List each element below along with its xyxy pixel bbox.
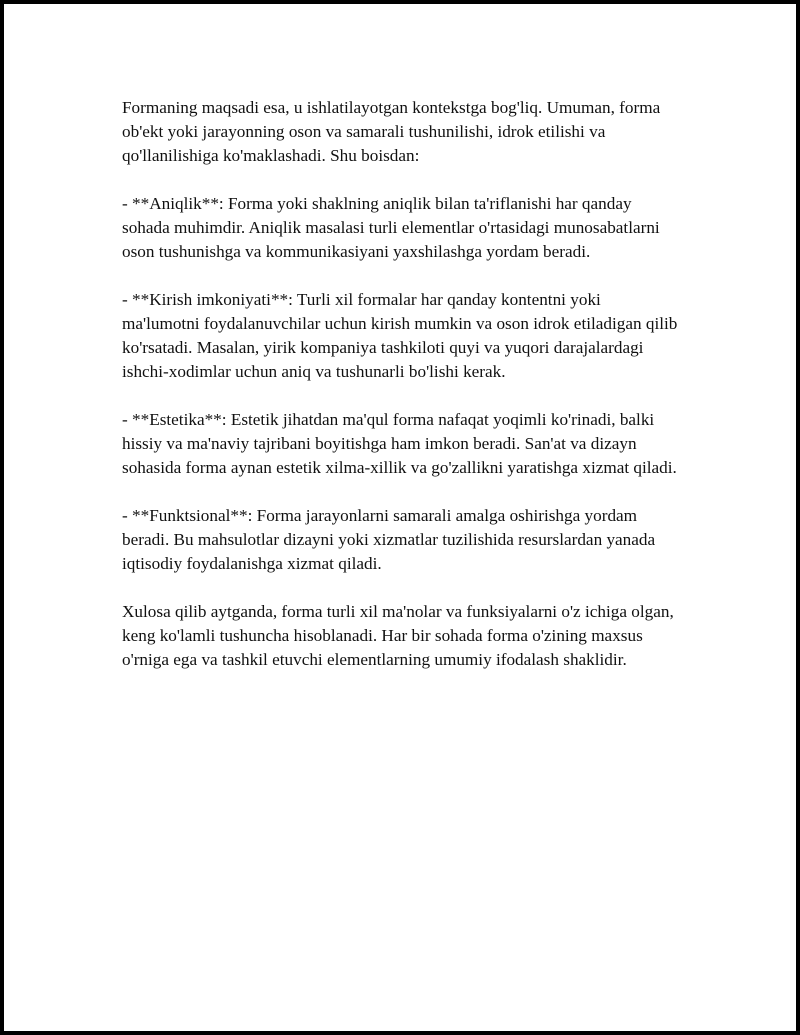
paragraph-conclusion: Xulosa qilib aytganda, forma turli xil ma'nolar va funksiyalarni o'z ichiga olgan, keng ko'lamli tushuncha hisoblanadi. Har bir sohada forma o'zining maxsus o'rniga ega va tashkil etuvchi elementlarning umumiy ifodalash shaklidir. <box>122 602 674 669</box>
paragraph-intro: Formaning maqsadi esa, u ishlatilayotgan kontekstga bog'liq. Umuman, forma ob'ekt yoki jarayonning oson va samarali tushunilishi, idrok etilishi va qo'llanilishiga ko'maklashadi. Shu boisdan: <box>122 98 661 165</box>
paragraph-funktsional: - **Funktsional**: Forma jarayonlarni samarali amalga oshirishga yordam beradi. Bu mahsulotlar dizayni yoki xizmatlar tuzilishida resurslardan yanada iqtisodiy foydalanishga xizmat qiladi. <box>122 506 656 573</box>
paragraph-aniqlik: - **Aniqlik**: Forma yoki shaklning aniqlik bilan ta'riflanishi har qanday sohada muhimdir. Aniqlik masalasi turli elementlar o'rtasidagi munosabatlarni oson tushunishga va kommunikasiyani yaxshilashga yordam beradi. <box>122 194 660 261</box>
paragraph-estetika: - **Estetika**: Estetik jihatdan ma'qul forma nafaqat yoqimli ko'rinadi, balki hissiy va ma'naviy tajribani boyitishga ham imkon beradi. San'at va dizayn sohasida forma aynan estetik xilma-xillik va go'zallikni yaratishga xizmat qiladi. <box>122 410 677 477</box>
document-body <box>122 96 682 696</box>
paragraph-kirish-imkoniyati: - **Kirish imkoniyati**: Turli xil formalar har qanday kontentni yoki ma'lumotni foydalanuvchilar uchun kirish mumkin va oson idrok etiladigan qilib ko'rsatadi. Masalan, yirik kompaniya tashkiloti quyi va yuqori darajalardagi ishchi-xodimlar uchun aniq va tushunarli bo'lishi kerak. <box>122 290 678 381</box>
